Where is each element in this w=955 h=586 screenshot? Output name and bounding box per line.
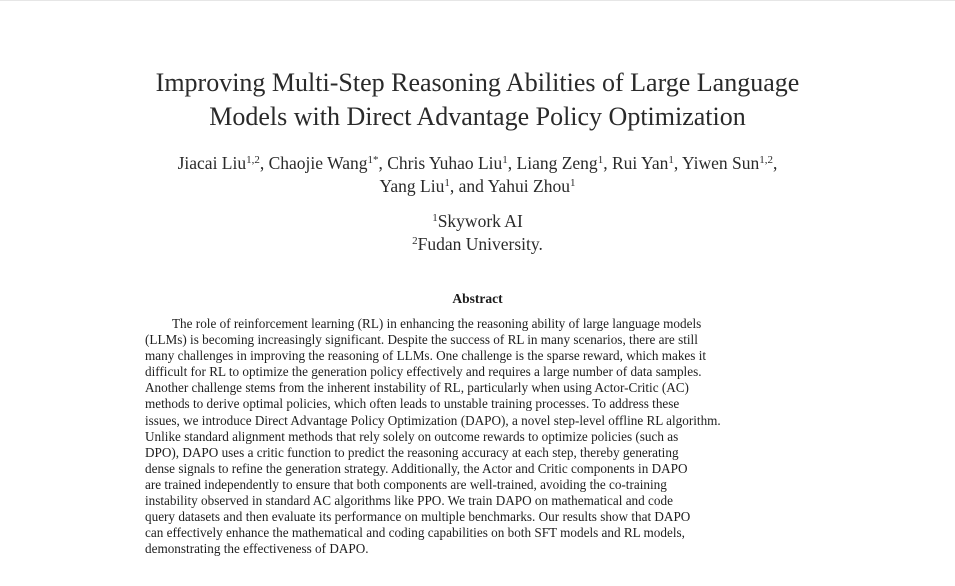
abstract-line: methods to derive optimal policies, which often leads to unstable training processes. To address these — [145, 396, 680, 412]
author-separator: , — [773, 153, 778, 173]
author-name: Chris Yuhao Liu — [387, 153, 503, 173]
author-separator: , — [259, 153, 269, 173]
title-line: Models with Direct Advantage Policy Optimization — [209, 102, 746, 131]
title-line: Improving Multi-Step Reasoning Abilities of Large Language — [155, 68, 800, 97]
author-affiliation-marker: 1 — [444, 177, 450, 189]
abstract-line: instability observed in standard AC algorithms like PPO. We train DAPO on mathematical and code — [145, 493, 673, 509]
author-name: Yiwen Sun — [681, 153, 760, 173]
affiliation — [0, 233, 955, 256]
abstract-line: can effectively enhance the mathematical and coding capabilities on both SFT models and RL models, — [145, 525, 685, 541]
author-line-2 — [0, 175, 955, 198]
author-separator: , — [507, 153, 517, 173]
abstract-line: query datasets and then evaluate its performance on multiple benchmarks. Our results show that DAPO — [145, 509, 691, 525]
abstract-line: The role of reinforcement learning (RL) in enhancing the reasoning ability of large language models — [172, 316, 702, 331]
author-affiliation-marker: 1,2 — [759, 154, 774, 166]
abstract-line: difficult for RL to optimize the generation policy effectively and requires a large number of data samples. — [145, 364, 702, 380]
author-name: Jiacai Liu — [177, 153, 247, 173]
author-name: Chaojie Wang — [268, 153, 368, 173]
affiliation-marker: 1 — [432, 212, 438, 224]
author-name: Yang Liu — [379, 176, 445, 196]
author-line-1 — [0, 152, 955, 175]
abstract-line: many challenges in improving the reasoning of LLMs. One challenge is the sparse reward, which makes it — [145, 348, 707, 364]
author-affiliation-marker: 1 — [668, 154, 674, 166]
author-name: Yahui Zhou — [487, 176, 570, 196]
abstract-line: demonstrating the effectiveness of DAPO. — [145, 541, 369, 557]
abstract-line: Unlike standard alignment methods that rely solely on outcome rewards to optimize policies (such as — [145, 428, 679, 444]
page-top-border — [0, 0, 955, 1]
affiliation-name: Skywork AI — [437, 211, 523, 231]
abstract-line: (LLMs) is becoming increasingly significant. Despite the success of RL in many scenarios, there are still — [145, 332, 698, 348]
author-separator: , — [378, 153, 388, 173]
abstract-line: dense signals to refine the generation strategy. Additionally, the Actor and Critic components in DAPO — [145, 460, 688, 476]
author-affiliation-marker: 1 — [569, 177, 576, 189]
author-affiliation-marker: 1* — [367, 154, 379, 166]
paper-title — [0, 66, 955, 134]
author-separator: , and — [449, 176, 488, 196]
abstract-line: issues, we introduce Direct Advantage Policy Optimization (DAPO), a novel step-level offline RL algorithm. — [145, 412, 721, 428]
author-name: Rui Yan — [611, 153, 669, 173]
author-affiliation-marker: 1 — [597, 154, 604, 166]
author-separator: , — [673, 153, 682, 173]
author-separator: , — [603, 153, 612, 173]
author-name: Liang Zeng — [516, 153, 598, 173]
abstract-body — [145, 316, 805, 557]
affiliation-marker: 2 — [412, 235, 418, 247]
abstract-line: Another challenge stems from the inherent instability of RL, particularly when using Actor-Critic (AC) — [145, 380, 689, 396]
affiliation-name: Fudan University. — [417, 234, 543, 254]
affiliation-list — [0, 210, 955, 256]
abstract-line: are trained independently to ensure that both components are well-trained, avoiding the co-training — [145, 476, 667, 492]
author-list — [0, 152, 955, 198]
abstract-heading: Abstract — [452, 291, 503, 306]
author-affiliation-marker: 1 — [502, 154, 508, 166]
affiliation — [0, 210, 955, 233]
author-affiliation-marker: 1,2 — [246, 154, 260, 166]
abstract-line: DPO), DAPO uses a critic function to predict the reasoning accuracy at each step, thereby generating — [145, 444, 679, 460]
